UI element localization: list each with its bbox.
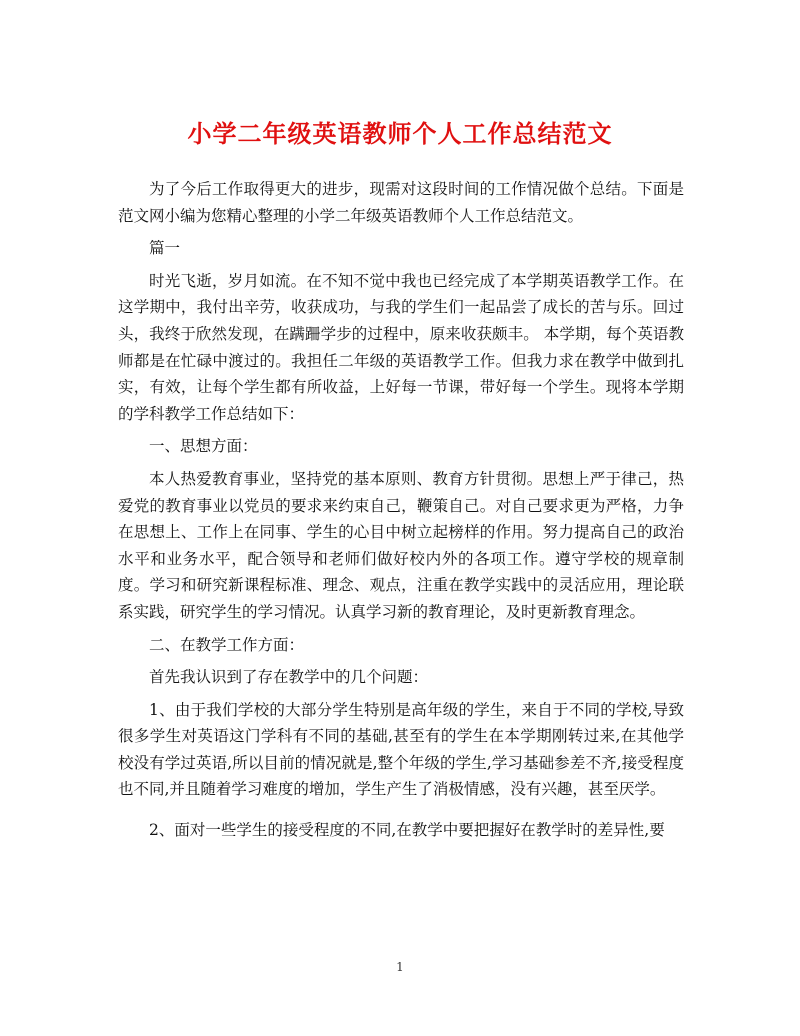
document-body [118,176,684,850]
body-paragraph: 首先我认识到了存在教学中的几个问题： [149,668,429,687]
numbered-paragraph: 1、由于我们学校的大部分学生特别是高年级的学生，来自于不同的学校,导致很多学生对英语这门学科有不同的基础,甚至有的学生在本学期刚转过来,在其他学校没有学过英语,所以目前的情况就是,整个年级的学生,学习基础参差不齐,接受程度也不同,并且随着学习难度的增加，学生产生了消极情感，没有兴趣，甚至厌学。 [118,700,684,799]
section-heading-thought: 一、思想方面： [149,437,258,456]
numbered-paragraph: 2、面对一些学生的接受程度的不同,在教学中要把握好在教学时的差异性,要 [149,821,665,840]
page-number: 1 [396,960,404,974]
section-heading-teaching: 二、在教学工作方面： [149,635,305,654]
section-heading-part-one: 篇一 [149,239,181,258]
body-paragraph: 时光飞逝，岁月如流。在不知不觉中我也已经完成了本学期英语教学工作。在这学期中，我付出辛劳，收获成功，与我的学生们一起品尝了成长的苦与乐。回过头，我终于欣然发现，在蹒跚学步的过程中，原来收获颇丰。 本学期，每个英语教师都是在忙碌中渡过的。我担任二年级的英语教学工作。但我力求在教学中做到扎实，有效，让每个学生都有所收益，上好每一节课，带好每一个学生。现将本学期的学科教学工作总结如下： [118,271,684,423]
intro-paragraph: 为了今后工作取得更大的进步，现需对这段时间的工作情况做个总结。下面是范文网小编为您精心整理的小学二年级英语教师个人工作总结范文。 [118,180,684,225]
body-paragraph: 本人热爱教育事业，坚持党的基本原则、教育方针贯彻。思想上严于律己，热爱党的教育事业以党员的要求来约束自己，鞭策自己。对自己要求更为严格，力争在思想上、工作上在同事、学生的心目中树立起榜样的作用。努力提高自己的政治水平和业务水平，配合领导和老师们做好校内外的各项工作。遵守学校的规章制度。学习和研究新课程标准、理念、观点，注重在教学实践中的灵活应用，理论联系实践，研究学生的学习情况。认真学习新的教育理论，及时更新教育理念。 [118,469,684,621]
document-title: 小学二年级英语教师个人工作总结范文 [187,119,613,148]
